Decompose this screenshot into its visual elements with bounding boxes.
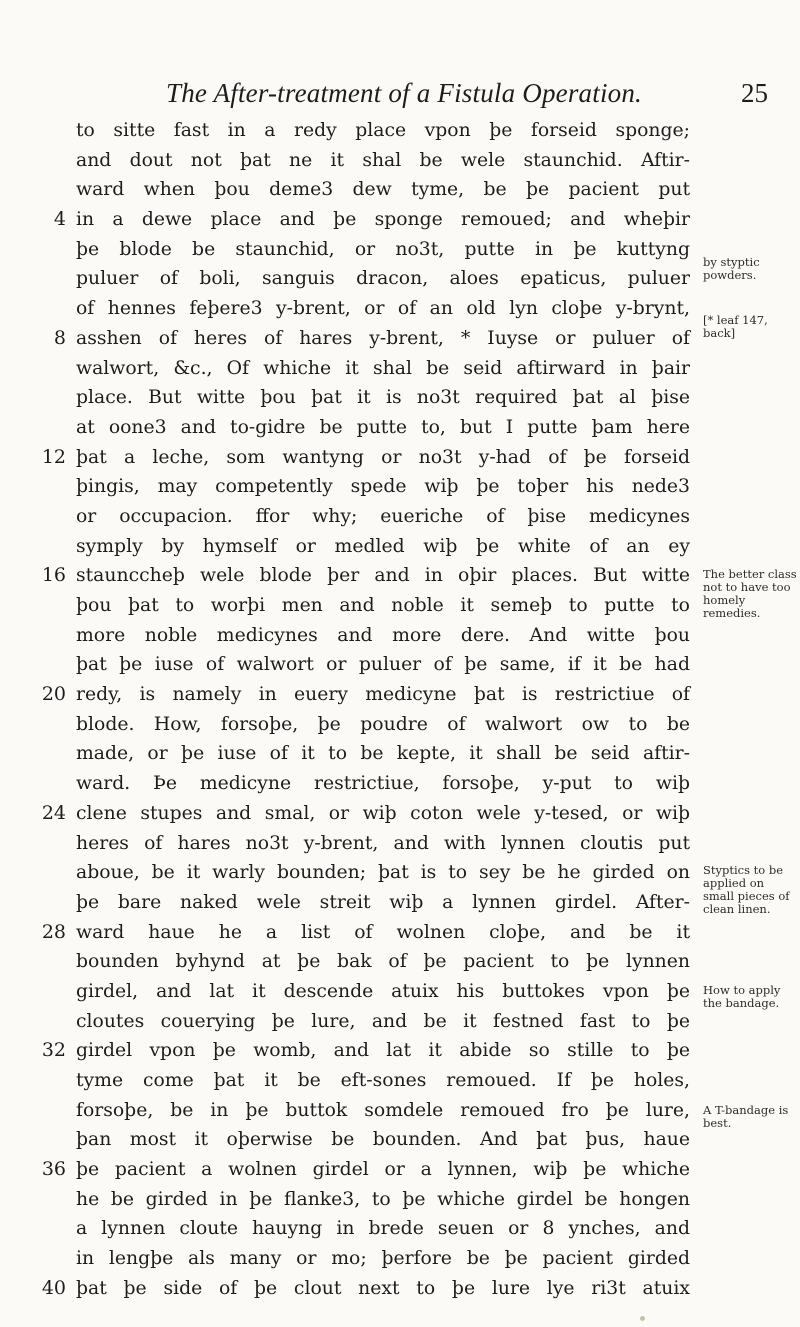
text-line: [0, 769, 800, 799]
line-text: tyme come þat it be eft-sones remoued. If þe holes,: [76, 1070, 690, 1091]
line-text: clene stupes and smal, or wiþ coton wele y-tesed, or wiþ: [76, 802, 690, 824]
margin-note: A T-bandage is best.: [703, 1103, 789, 1130]
running-title: The After-treatment of a Fistula Operation.: [165, 78, 643, 108]
text-line: [0, 235, 800, 265]
text-line: [0, 977, 800, 1007]
line-text: ward. Þe medicyne restrictiue, forsoþe, y-put to wiþ: [76, 773, 690, 795]
text-line: [0, 621, 800, 651]
line-text: made, or þe iuse of it to be kepte, it shall be seid aftir-: [76, 743, 690, 765]
text-line: [0, 354, 800, 384]
margin-note: Styptics to be applied on small pieces of clean linen.: [703, 863, 790, 916]
line-number: 4: [53, 208, 66, 231]
line-text: cloutes couerying þe lure, and be it festned fast to þe: [76, 1010, 690, 1032]
text-line: [0, 443, 800, 473]
margin-note: The better class not to have too homely remedies.: [703, 567, 797, 620]
line-text: þat þe iuse of walwort or puluer of þe same, if it be had: [76, 654, 690, 676]
line-text: and dout not þat ne it shal be wele staunchid. Aftir-: [76, 149, 690, 171]
line-text: to sitte fast in a redy place vpon þe forseid sponge;: [76, 120, 690, 141]
line-text: walwort, &c., Of whiche it shal be seid aftirward in þair: [76, 357, 690, 379]
text-line: [0, 324, 800, 354]
line-text: heres of hares no3t y-brent, and with lynnen cloutis put: [76, 832, 690, 854]
text-line: [0, 1244, 800, 1274]
line-text: of hennes feþere3 y-brent, or of an old lyn cloþe y-brynt,: [76, 298, 690, 320]
text-line: [0, 532, 800, 562]
text-line: [0, 561, 800, 591]
text-line: [0, 502, 800, 532]
text-line: [0, 858, 800, 888]
line-number: 24: [41, 801, 66, 824]
text-line: [0, 1155, 800, 1185]
text-line: [0, 650, 800, 680]
page-header: [40, 78, 768, 118]
line-text: þat þe side of þe clout next to þe lure lye ri3t atuix: [76, 1277, 690, 1299]
text-line: [0, 799, 800, 829]
text-line: [0, 413, 800, 443]
text-line: [0, 1036, 800, 1066]
line-text: þou þat to worþi men and noble it semeþ to putte to: [76, 595, 690, 616]
text-line: [0, 1007, 800, 1037]
line-text: or occupacion. ffor why; eueriche of þise medicynes: [76, 505, 690, 527]
paper-speck: [640, 1316, 645, 1321]
line-text: staunccheþ wele blode þer and in oþir places. But witte: [76, 565, 690, 587]
margin-note: How to apply the bandage.: [703, 983, 781, 1010]
line-number: 32: [41, 1039, 66, 1062]
text-line: [0, 680, 800, 710]
line-number: 8: [53, 326, 66, 349]
line-text: bounden byhynd at þe bak of þe pacient to þe lynnen: [76, 951, 690, 973]
line-text: þe blode be staunchid, or no3t, putte in þe kuttyng: [76, 238, 690, 260]
line-text: he be girded in þe flanke3, to þe whiche girdel be hongen: [76, 1188, 690, 1210]
text-line: [0, 918, 800, 948]
text-line: [0, 591, 800, 621]
line-number: 28: [41, 920, 66, 943]
margin-note: by styptic powders.: [703, 255, 760, 282]
line-text: ward when þou deme3 dew tyme, be þe pacient put: [76, 179, 690, 201]
line-text: puluer of boli, sanguis dracon, aloes epaticus, puluer: [76, 268, 690, 290]
text-line: [0, 1274, 800, 1304]
body-text: [0, 116, 800, 1304]
line-text: more noble medicynes and more dere. And witte þou: [76, 624, 690, 646]
text-line: [0, 383, 800, 413]
text-line: [0, 829, 800, 859]
text-line: [0, 947, 800, 977]
margin-note: [* leaf 147, back]: [703, 313, 768, 340]
text-line: [0, 294, 800, 324]
line-number: 16: [41, 564, 66, 587]
line-number: 12: [41, 445, 66, 468]
line-text: in a dewe place and þe sponge remoued; and wheþir: [76, 209, 690, 231]
line-text: þat a leche, som wantyng or no3t y-had of þe forseid: [76, 446, 690, 468]
line-text: blode. How, forsoþe, þe poudre of walwort ow to be: [76, 713, 690, 735]
text-line: [0, 1185, 800, 1215]
text-line: [0, 1214, 800, 1244]
line-text: þan most it oþerwise be bounden. And þat þus, haue: [76, 1129, 690, 1151]
line-text: symply by hymself or medled wiþ þe white of an ey: [76, 535, 690, 557]
line-text: forsoþe, be in þe buttok somdele remoued fro þe lure,: [76, 1099, 690, 1121]
text-line: [0, 205, 800, 235]
line-text: redy, is namely in euery medicyne þat is restrictiue of: [76, 684, 690, 706]
text-line: [0, 710, 800, 740]
line-text: þe pacient a wolnen girdel or a lynnen, wiþ þe whiche: [76, 1159, 690, 1181]
text-line: [0, 1066, 800, 1096]
line-text: girdel, and lat it descende atuix his buttokes vpon þe: [76, 980, 690, 1002]
line-text: þe bare naked wele streit wiþ a lynnen girdel. After-: [76, 891, 690, 913]
text-line: [0, 264, 800, 294]
line-text: aboue, be it warly bounden; þat is to sey be he girded on: [76, 862, 690, 884]
text-line: [0, 888, 800, 918]
text-line: [0, 739, 800, 769]
line-number: 40: [41, 1276, 66, 1299]
line-text: place. But witte þou þat it is no3t required þat al þise: [76, 387, 690, 409]
text-line: [0, 1125, 800, 1155]
text-line: [0, 1096, 800, 1126]
line-text: in lengþe als many or mo; þerfore be þe pacient girded: [76, 1248, 690, 1270]
line-text: girdel vpon þe womb, and lat it abide so stille to þe: [76, 1040, 690, 1062]
line-text: at oone3 and to-gidre be putte to, but I putte þam here: [76, 416, 690, 438]
text-line: [0, 175, 800, 205]
text-line: [0, 472, 800, 502]
page-number: 25: [741, 78, 768, 108]
line-text: a lynnen cloute hauyng in brede seuen or 8 ynches, and: [76, 1218, 690, 1240]
line-text: asshen of heres of hares y-brent, * Iuyse or puluer of: [76, 327, 690, 349]
text-line: [0, 146, 800, 176]
line-text: ward haue he a list of wolnen cloþe, and be it: [76, 921, 690, 943]
line-number: 36: [41, 1158, 66, 1181]
line-text: þingis, may competently spede wiþ þe toþer his nede3: [76, 476, 690, 498]
line-number: 20: [41, 683, 66, 706]
text-line: [0, 116, 800, 146]
